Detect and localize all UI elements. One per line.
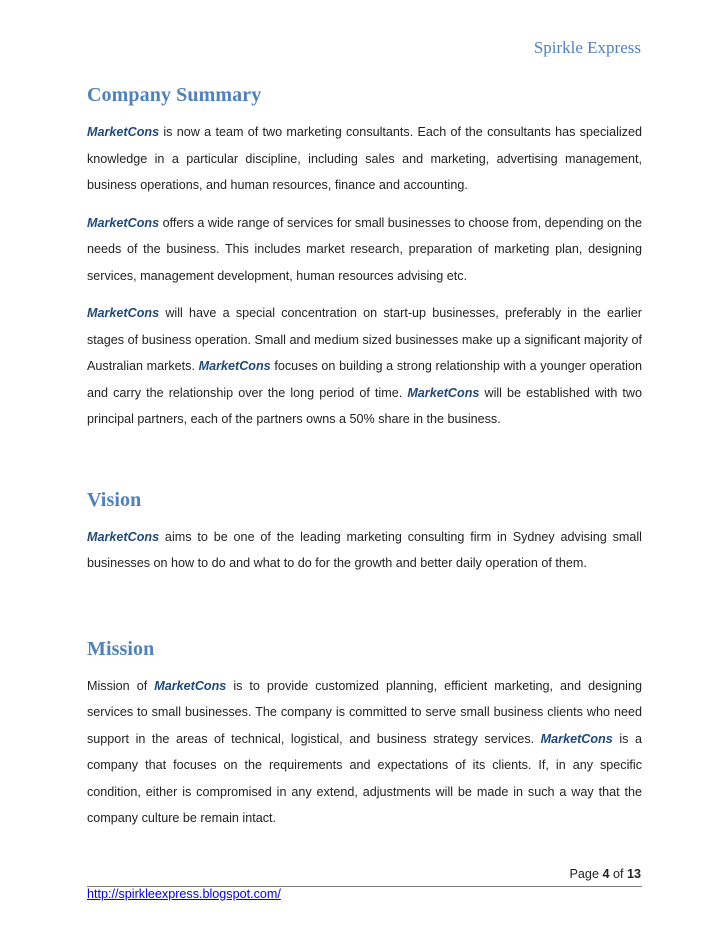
page-header-title: Spirkle Express [533, 38, 641, 57]
section-heading-mission: Mission [87, 637, 155, 660]
brand-name: MarketCons [87, 529, 160, 544]
blog-link[interactable]: http://spirkleexpress.blogspot.com/ [87, 887, 281, 901]
summary-paragraph-1: MarketCons is now a team of two marketing consultants. Each of the consultants has specialized knowledge in a particular discipline, including sales and marketing, advertising management, business operations, and human resources, finance and accounting. [87, 125, 642, 192]
brand-name: MarketCons [87, 306, 160, 320]
brand-name: MarketCons [407, 385, 480, 400]
brand-name: MarketCons [87, 215, 160, 230]
brand-name: MarketCons [87, 125, 160, 139]
summary-paragraph-3: MarketCons will have a special concentration on start-up businesses, preferably in the earlier stages of business operation. Small and medium sized businesses make up a significant majority of Australian markets. MarketCons focuses on building a strong relationship with a younger operation and carry the relationship over the long period of time. MarketCons will be established with two principal partners, each of the partners owns a 50% share in the business. [87, 306, 642, 426]
summary-paragraph-2: MarketCons offers a wide range of services for small businesses to choose from, depending on the needs of the business. This includes market research, preparation of marketing plan, designing services, management development, human resources advising etc. [87, 215, 642, 283]
brand-name: MarketCons [540, 731, 613, 746]
brand-name: MarketCons [154, 678, 227, 693]
document-body [87, 84, 642, 843]
section-spacer [87, 444, 642, 489]
vision-paragraph: MarketCons aims to be one of the leading marketing consulting firm in Sydney advising small businesses on how to do and what to do for the growth and better daily operation of them. [87, 529, 642, 570]
section-heading-company-summary: Company Summary [87, 84, 262, 106]
section-heading-vision: Vision [87, 488, 142, 511]
page-number: Page 4 of 13 [569, 867, 641, 881]
brand-name: MarketCons [198, 359, 271, 373]
mission-paragraph: Mission of MarketCons is to provide customized planning, efficient marketing, and designing services to small businesses. The company is committed to serve small business clients who need support in the areas of technical, logistical, and business strategy services. MarketCons is a company that focuses on the requirements and expectations of its clients. If, in any specific condition, either is compromised in any extend, adjustments will be made in such a way that the company culture be remain intact. [87, 678, 642, 825]
section-spacer [87, 588, 642, 638]
